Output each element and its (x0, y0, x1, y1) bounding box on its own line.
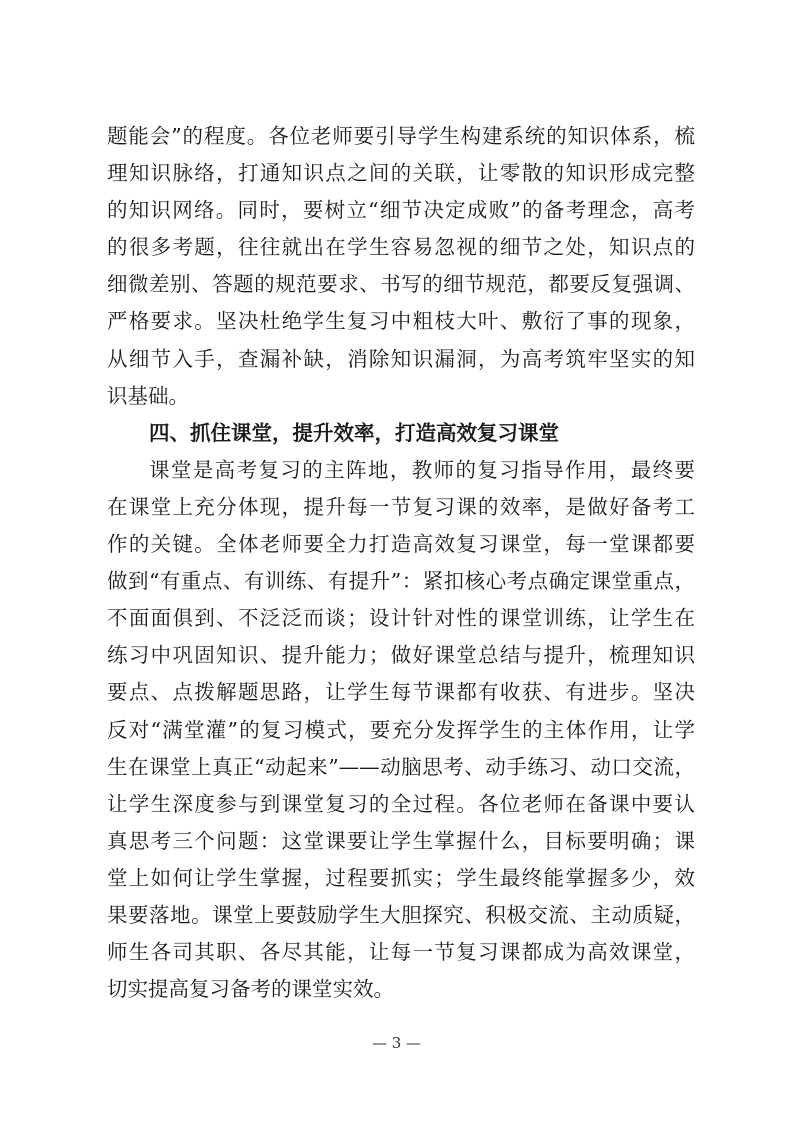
text-line: 生在课堂上真正“动起来”——动脑思考、动手练习、动口交流， (107, 754, 695, 779)
text-line: 堂上如何让学生掌握，过程要抓实；学生最终能掌握多少，效 (107, 865, 695, 890)
text-line: 课堂是高考复习的主阵地，教师的复习指导作用，最终要 (149, 457, 695, 482)
section-heading: 四、抓住课堂，提升效率，打造高效复习课堂 (149, 420, 559, 445)
text-line: 果要落地。课堂上要鼓励学生大胆探究、积极交流、主动质疑， (107, 902, 695, 927)
page-number: — 3 — (371, 1034, 422, 1052)
text-line: 题能会”的程度。各位老师要引导学生构建系统的知识体系，梳 (107, 124, 695, 148)
text-line: 作的关键。全体老师要全力打造高效复习课堂，每一堂课都要 (107, 532, 695, 557)
text-line: 练习中巩固知识、提升能力；做好课堂总结与提升，梳理知识 (107, 643, 695, 668)
text-line: 不面面俱到、不泛泛而谈；设计针对性的课堂训练，让学生在 (107, 606, 695, 631)
paragraph-section-4 (107, 452, 695, 1008)
text-line: 的很多考题，往往就出在学生容易忽视的细节之处，知识点的 (107, 235, 695, 260)
text-line: 要点、点拨解题思路，让学生每节课都有收获、有进步。坚决 (107, 680, 695, 705)
text-line: 做到“有重点、有训练、有提升”：紧扣核心考点确定课堂重点， (107, 569, 695, 594)
text-line: 识基础。 (107, 383, 189, 408)
text-line: 理知识脉络，打通知识点之间的关联，让零散的知识形成完整 (107, 161, 695, 186)
document-body (107, 118, 695, 1008)
text-line: 让学生深度参与到课堂复习的全过程。各位老师在备课中要认 (107, 791, 695, 816)
text-line: 真思考三个问题：这堂课要让学生掌握什么，目标要明确；课 (107, 828, 695, 853)
text-line: 在课堂上充分体现，提升每一节复习课的效率，是做好备考工 (107, 494, 695, 519)
text-line: 从细节入手，查漏补缺，消除知识漏洞，为高考筑牢坚实的知 (107, 346, 695, 371)
text-line: 的知识网络。同时，要树立“细节决定成败”的备考理念，高考 (107, 198, 695, 223)
text-line: 切实提高复习备考的课堂实效。 (107, 977, 394, 1002)
paragraph-continued (107, 118, 695, 415)
text-line: 细微差别、答题的规范要求、书写的细节规范，都要反复强调、 (107, 272, 695, 297)
text-line: 反对“满堂灌”的复习模式，要充分发挥学生的主体作用，让学 (107, 717, 695, 742)
text-line: 严格要求。坚决杜绝学生复习中粗枝大叶、敷衍了事的现象， (107, 309, 695, 334)
text-line: 师生各司其职、各尽其能，让每一节复习课都成为高效课堂， (107, 940, 695, 965)
